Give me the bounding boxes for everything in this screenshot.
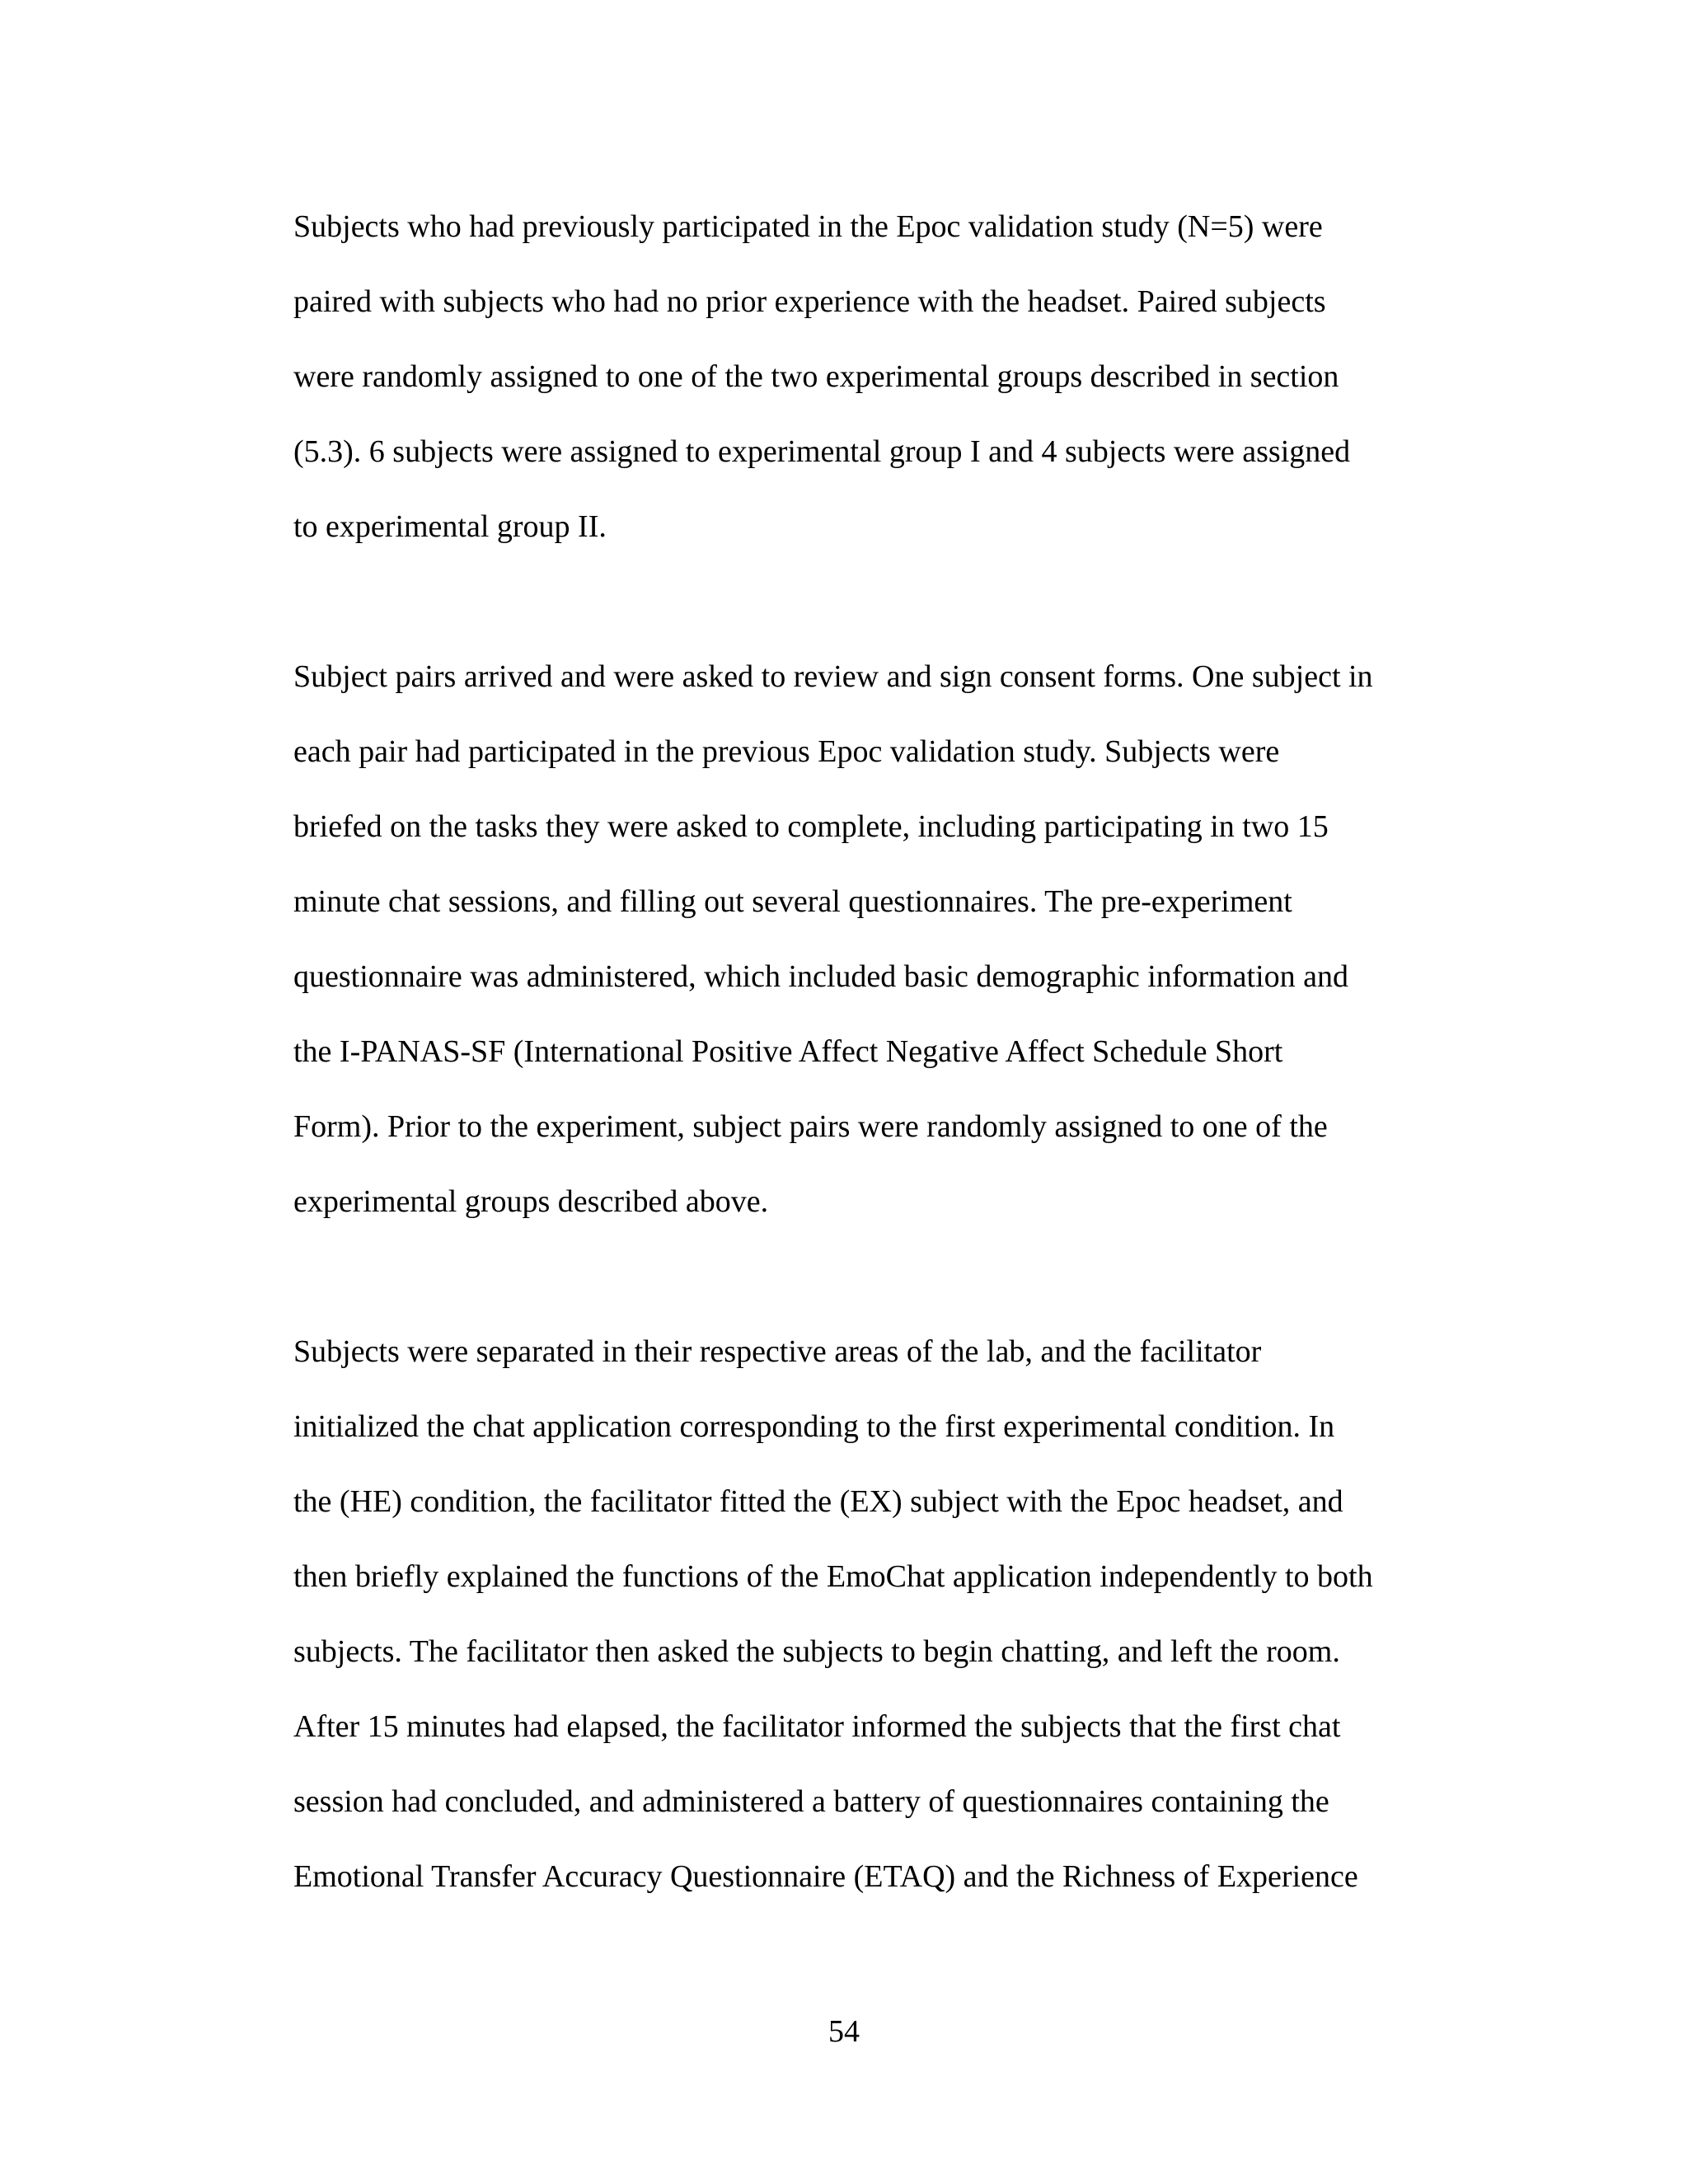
text-line: session had concluded, and administered a battery of questionnaires containing the — [293, 1784, 1329, 1819]
text-line: After 15 minutes had elapsed, the facilitator informed the subjects that the first chat — [293, 1709, 1341, 1744]
text-line: subjects. The facilitator then asked the subjects to begin chatting, and left the room. — [293, 1634, 1340, 1669]
page-number: 54 — [828, 2014, 860, 2049]
text-line: then briefly explained the functions of the EmoChat application independently to both — [293, 1559, 1373, 1594]
text-line: the I-PANAS-SF (International Positive Affect Negative Affect Schedule Short — [293, 1034, 1283, 1069]
text-line: Emotional Transfer Accuracy Questionnaire (ETAQ) and the Richness of Experience — [293, 1859, 1358, 1894]
text-line: the (HE) condition, the facilitator fitted the (EX) subject with the Epoc headset, and — [293, 1484, 1343, 1519]
paragraph-2 — [293, 640, 1447, 1240]
text-line: Subjects were separated in their respective areas of the lab, and the facilitator — [293, 1334, 1262, 1369]
text-line: were randomly assigned to one of the two experimental groups described in section — [293, 359, 1339, 394]
text-line: Form). Prior to the experiment, subject pairs were randomly assigned to one of the — [293, 1109, 1328, 1144]
text-line: (5.3). 6 subjects were assigned to experimental group I and 4 subjects were assigned — [293, 434, 1351, 469]
text-line: initialized the chat application corresponding to the first experimental condition. In — [293, 1409, 1335, 1444]
text-line: paired with subjects who had no prior experience with the headset. Paired subjects — [293, 284, 1326, 319]
text-line: to experimental group II. — [293, 509, 607, 544]
text-line: briefed on the tasks they were asked to complete, including participating in two 15 — [293, 809, 1329, 844]
text-line: Subject pairs arrived and were asked to review and sign consent forms. One subject in — [293, 659, 1373, 694]
text-line: minute chat sessions, and filling out several questionnaires. The pre-experiment — [293, 884, 1292, 919]
text-line: Subjects who had previously participated in the Epoc validation study (N=5) were — [293, 209, 1323, 244]
text-line: experimental groups described above. — [293, 1184, 769, 1219]
paragraph-1 — [293, 190, 1447, 565]
body-text — [293, 190, 1447, 1990]
text-line: each pair had participated in the previous Epoc validation study. Subjects were — [293, 734, 1280, 769]
paragraph-3 — [293, 1315, 1447, 1915]
text-line: questionnaire was administered, which included basic demographic information and — [293, 959, 1349, 994]
